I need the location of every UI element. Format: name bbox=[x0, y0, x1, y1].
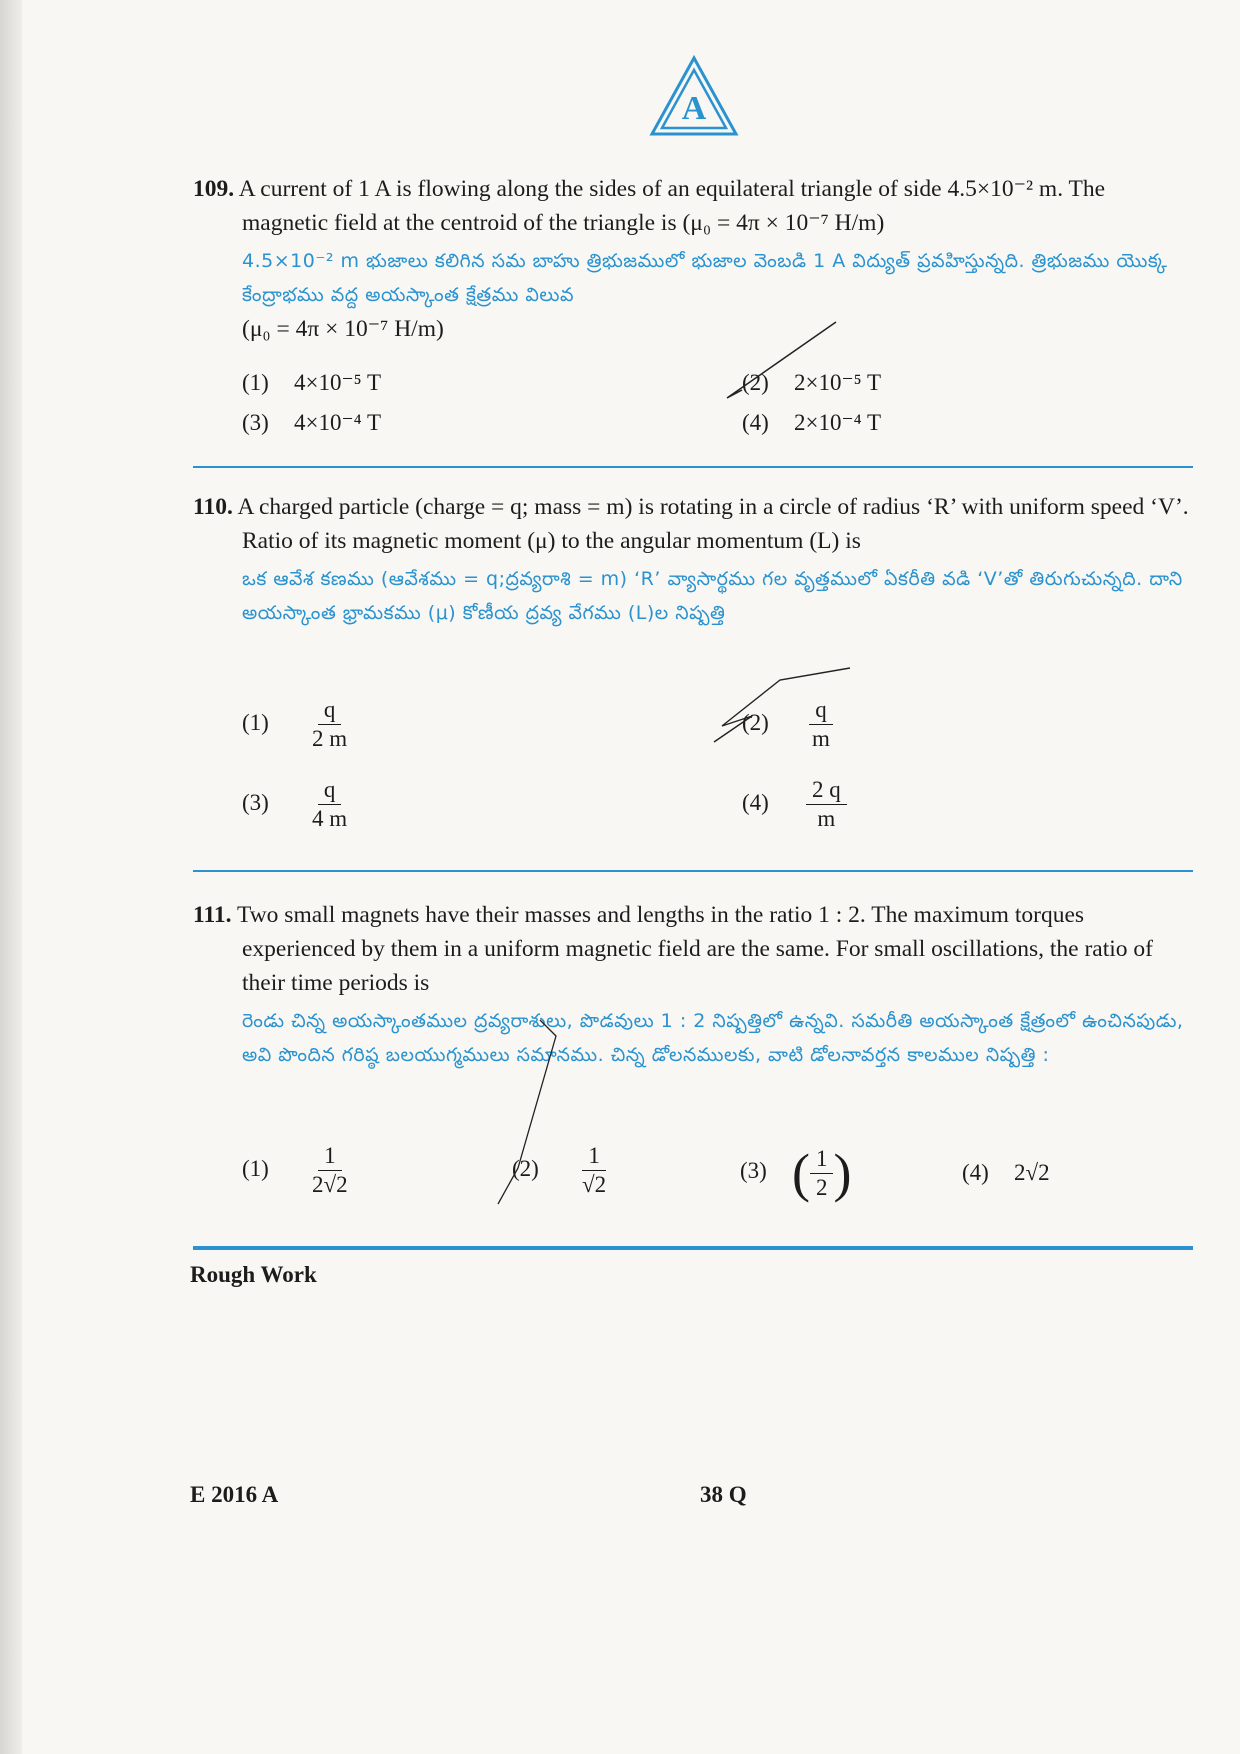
page-number: 38 Q bbox=[700, 1482, 747, 1507]
fraction: $\frac{q}{2 m}$ bbox=[312, 697, 348, 751]
exam-code: E 2016 A bbox=[190, 1482, 279, 1507]
question-number: 111. bbox=[193, 902, 232, 928]
rough-work-heading: Rough Work bbox=[190, 1262, 317, 1287]
option-2[interactable]: (2) $\frac{q}{m}$ bbox=[742, 696, 836, 753]
question-109 bbox=[193, 172, 1193, 346]
option-1[interactable]: (1) 4×10⁻⁵ T bbox=[242, 370, 382, 395]
fraction: $\frac{q}{4 m}$ bbox=[312, 777, 348, 831]
question-text bbox=[193, 490, 1193, 558]
option-value: 4×10⁻⁵ T bbox=[294, 370, 382, 395]
question-telugu-text: ఒక ఆవేశ కణము (ఆవేశము = q;ద్రవ్యరాశి = m) ‘R’ వ్యాసార్థము గల వృత్తములో ఏకరీతి వడి ‘V’తో తిరుగుచున్నది. దాని అయస్కాంత భ్రామకము (μ) కోణీయ ద్రవ్య వేగము (L)ల నిష్పత్తి bbox=[242, 568, 1183, 624]
fraction: $\frac{1}{√2}$ bbox=[582, 1143, 607, 1197]
option-value: 2×10⁻⁴ T bbox=[794, 410, 882, 435]
question-telugu-text: రెండు చిన్న అయస్కాంతముల ద్రవ్యరాశులు, పొడవులు 1 : 2 నిష్పత్తిలో ఉన్నవి. సమరీతి అయస్కాంత క్షేత్రంలో ఉంచినపుడు, అవి పొందిన గరిష్ఠ బలయుగ్మములు సమానము. చిన్న డోలనములకు, వాటి డోలనావర్తన కాలముల నిష్పత్తి : bbox=[242, 1010, 1184, 1066]
option-3[interactable]: (3) ( $\frac{1}{2}$ ) bbox=[740, 1143, 852, 1203]
option-value: 4×10⁻⁴ T bbox=[294, 410, 382, 435]
divider bbox=[193, 466, 1193, 468]
option-2[interactable]: (2) 2×10⁻⁵ T bbox=[742, 370, 882, 395]
question-body: A current of 1 A is flowing along the sides of an equilateral triangle of side 4.5×10⁻² m. The magnetic field at the centroid of the triangle is (μ₀ = 4π × 10⁻⁷ H/m) bbox=[238, 176, 1106, 236]
option-4[interactable]: (4) 2×10⁻⁴ T bbox=[742, 410, 882, 435]
question-number: 109. bbox=[193, 176, 235, 202]
question-text bbox=[193, 898, 1193, 1000]
page-binding-edge bbox=[0, 0, 22, 1754]
option-3[interactable]: (3) 4×10⁻⁴ T bbox=[242, 410, 382, 435]
option-1[interactable]: (1) $\frac{1}{2√2}$ bbox=[242, 1142, 354, 1199]
paren-close: ) bbox=[833, 1143, 852, 1203]
fraction: $\frac{1}{2}$ bbox=[810, 1145, 834, 1202]
question-telugu-text: 4.5×10⁻² m భుజాలు కలిగిన సమ బాహు త్రిభుజములో భుజాల వెంబడి 1 A విద్యుత్ ప్రవహిస్తున్నది. త్రిభుజము యొక్క కేంద్రాభము వద్ద అయస్కాంత క్షేత్రము విలువ bbox=[242, 250, 1168, 306]
option-4[interactable]: (4) 2√2 bbox=[962, 1160, 1050, 1185]
option-value: 2×10⁻⁵ T bbox=[794, 370, 882, 395]
option-3[interactable]: (3) $\frac{q}{4 m}$ bbox=[242, 776, 353, 833]
question-111 bbox=[193, 898, 1193, 1072]
divider bbox=[193, 870, 1193, 872]
set-badge bbox=[648, 52, 740, 138]
fraction: $\frac{q}{m}$ bbox=[806, 696, 836, 753]
option-value: 2√2 bbox=[1014, 1160, 1050, 1185]
set-code: A bbox=[681, 90, 707, 127]
option-2[interactable]: (2) $\frac{1}{√2}$ bbox=[512, 1142, 612, 1199]
divider-thick bbox=[193, 1246, 1193, 1250]
question-110 bbox=[193, 490, 1193, 630]
fraction: $\frac{2 q}{m}$ bbox=[806, 776, 847, 833]
question-body: A charged particle (charge = q; mass = m) is rotating in a circle of radius ‘R’ with uniform speed ‘V’. Ratio of its magnetic moment (μ) to the angular momentum (L) is bbox=[237, 494, 1189, 554]
question-number: 110. bbox=[193, 494, 233, 520]
option-1[interactable]: (1) $\frac{q}{2 m}$ bbox=[242, 696, 353, 753]
question-text bbox=[193, 172, 1193, 240]
paren-open: ( bbox=[792, 1143, 810, 1203]
question-body: Two small magnets have their masses and lengths in the ratio 1 : 2. The maximum torques experienced by them in a uniform magnetic field are the same. For small oscillations, the ratio of their time periods is bbox=[237, 902, 1153, 996]
option-4[interactable]: (4) $\frac{2 q}{m}$ bbox=[742, 776, 847, 833]
question-formula: (μ₀ = 4π × 10⁻⁷ H/m) bbox=[242, 316, 444, 342]
fraction: $\frac{1}{2√2}$ bbox=[312, 1143, 348, 1197]
